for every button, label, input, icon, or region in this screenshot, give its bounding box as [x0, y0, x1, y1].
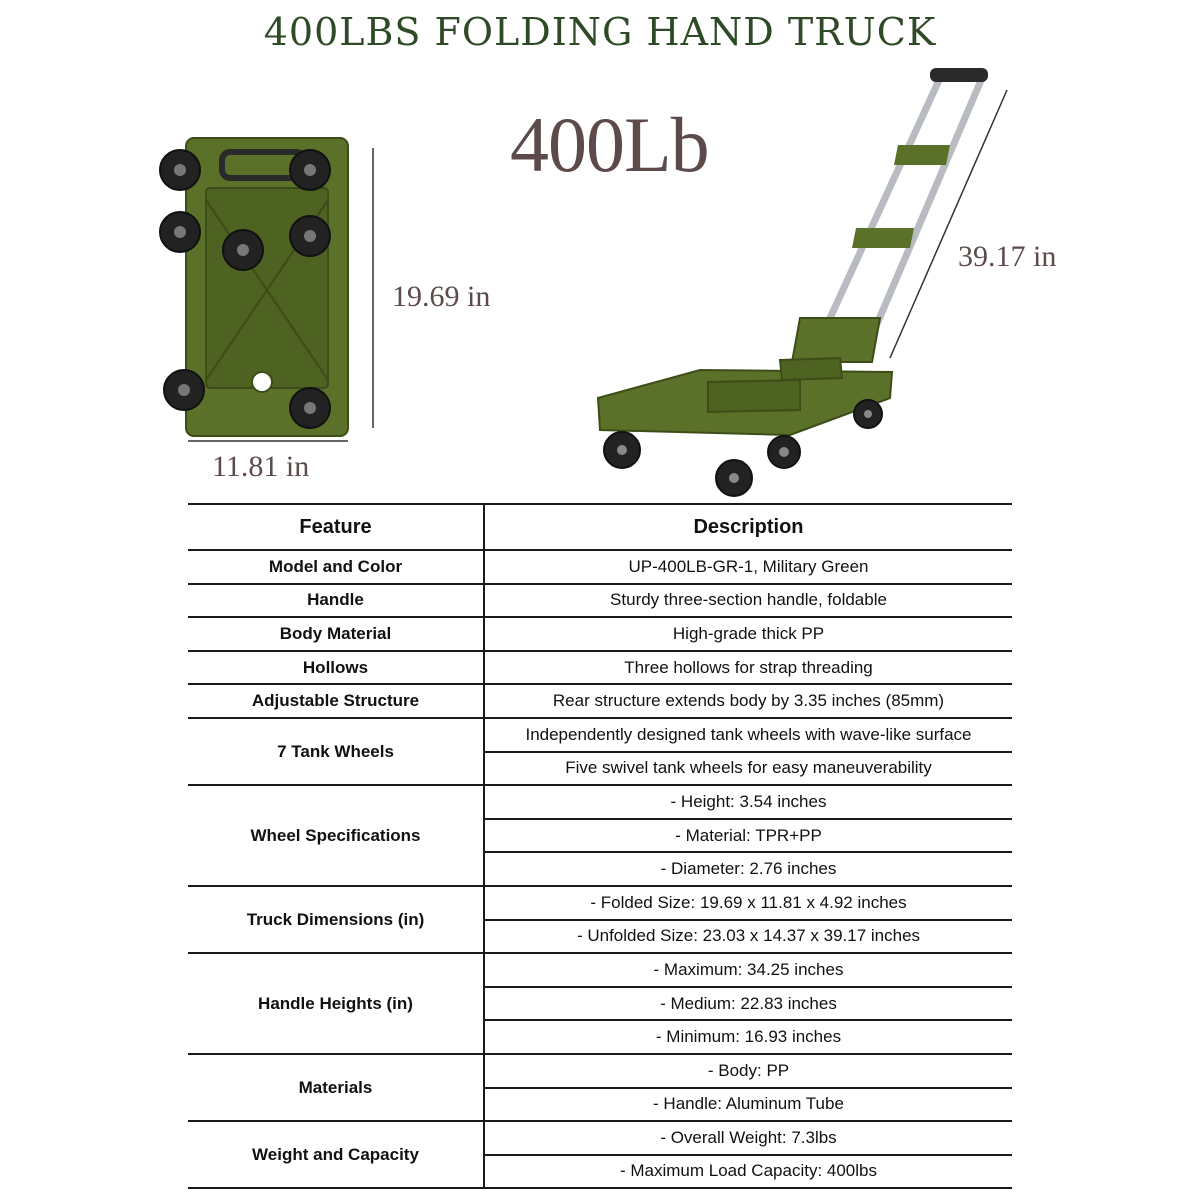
capacity-badge: 400Lb — [510, 101, 709, 188]
description-cell: High-grade thick PP — [484, 617, 1012, 651]
table-row — [188, 584, 1012, 618]
feature-cell: Weight and Capacity — [188, 1121, 484, 1188]
page-title: 400LBS FOLDING HAND TRUCK — [263, 10, 937, 54]
table-row — [188, 886, 1012, 920]
table-row — [188, 953, 1012, 987]
feature-cell: Hollows — [188, 651, 484, 685]
table-row — [188, 550, 1012, 584]
description-cell: - Medium: 22.83 inches — [484, 987, 1012, 1021]
feature-cell: Wheel Specifications — [188, 785, 484, 886]
feature-cell: Body Material — [188, 617, 484, 651]
feature-cell: 7 Tank Wheels — [188, 718, 484, 785]
handle-height-label: 39.17 in — [958, 240, 1057, 273]
description-cell: Independently designed tank wheels with wave-like surface — [484, 718, 1012, 752]
feature-cell: Adjustable Structure — [188, 684, 484, 718]
description-cell: - Minimum: 16.93 inches — [484, 1020, 1012, 1054]
description-cell: - Unfolded Size: 23.03 x 14.37 x 39.17 inches — [484, 920, 1012, 954]
description-cell: - Folded Size: 19.69 x 11.81 x 4.92 inches — [484, 886, 1012, 920]
description-cell: - Maximum Load Capacity: 400lbs — [484, 1155, 1012, 1189]
description-cell: - Body: PP — [484, 1054, 1012, 1088]
handle-dimension-line — [890, 90, 1007, 358]
description-cell: Five swivel tank wheels for easy maneuverability — [484, 752, 1012, 786]
table-row — [188, 684, 1012, 718]
unfolded-truck-image — [598, 68, 988, 496]
feature-cell: Model and Color — [188, 550, 484, 584]
feature-header: Feature — [188, 504, 484, 550]
folded-width-label: 11.81 in — [212, 450, 310, 483]
description-cell: Sturdy three-section handle, foldable — [484, 584, 1012, 618]
spec-table — [188, 503, 1012, 1189]
folded-height-label: 19.69 in — [392, 280, 491, 313]
description-cell: - Material: TPR+PP — [484, 819, 1012, 853]
table-row — [188, 1121, 1012, 1155]
table-row — [188, 651, 1012, 685]
description-header: Description — [484, 504, 1012, 550]
feature-cell: Handle — [188, 584, 484, 618]
folded-truck-image — [160, 138, 348, 436]
description-cell: UP-400LB-GR-1, Military Green — [484, 550, 1012, 584]
description-cell: - Maximum: 34.25 inches — [484, 953, 1012, 987]
description-cell: - Height: 3.54 inches — [484, 785, 1012, 819]
feature-cell: Truck Dimensions (in) — [188, 886, 484, 953]
feature-cell: Handle Heights (in) — [188, 953, 484, 1054]
description-cell: - Handle: Aluminum Tube — [484, 1088, 1012, 1122]
description-cell: Three hollows for strap threading — [484, 651, 1012, 685]
description-cell: - Overall Weight: 7.3lbs — [484, 1121, 1012, 1155]
table-row — [188, 785, 1012, 819]
feature-cell: Materials — [188, 1054, 484, 1121]
table-row — [188, 617, 1012, 651]
table-row — [188, 718, 1012, 752]
table-header-row — [188, 504, 1012, 550]
table-row — [188, 1054, 1012, 1088]
description-cell: Rear structure extends body by 3.35 inches (85mm) — [484, 684, 1012, 718]
description-cell: - Diameter: 2.76 inches — [484, 852, 1012, 886]
